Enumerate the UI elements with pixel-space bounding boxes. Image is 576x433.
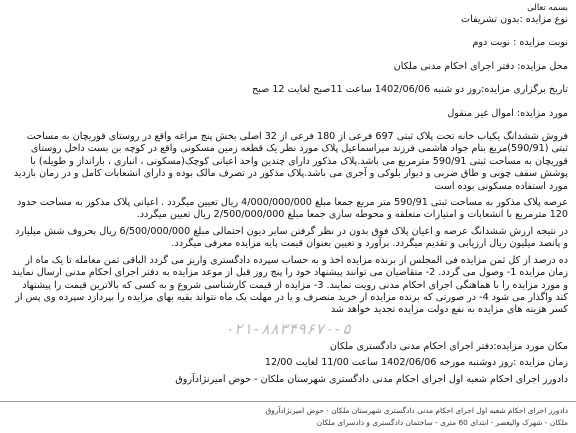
bismillah: بسمه تعالی: [527, 3, 568, 13]
property-description: فروش ششدانگ یکباب خانه تحت پلاک ثبتی 697 فرعی از 180 فرعی از 32 اصلی بخش پنج مراغه واقع در روستای قوریچان به مساحت ثبتی (590/91)مربع بنام جواد هاشمی فرزند میراسماعیل پلاک مورد نظر یک قطعه زمین مسکونی واقع در کوچه بن بست داخل روستای قوریچان به مساحت ثبتی 590/91 مترمربع می باشد.پلاک مذکور دارای چندین واحد اعیانی کوچک(مسکونی ، انباری ، بارانداز و طویله) با پوشش سقف چوبی و طاق ضربی و دیوار بلوکی و آجری می باشد.پلاک مذکور در تصرف مالک بوده و دارای انشعابات کامل و در زمان بازدید مورد استفاده مسکونی بوده است: [13, 131, 568, 192]
auction-conditions: ده درصد از کل ثمن مزایده فی المجلس از برنده مزایده اخذ و به حساب سپرده دادگستری واریز می گردد الباقی ثمن معامله تا یک ماه از زمان مزایده 1- وصول می گردد. 2- متقاضیان می توانند پیشنهاد خود را پنج روز قبل از موعد مزایده به دفتر اجرای احکام مدنی ارسال نمایند و مورد مزایده را با هماهنگی اجرای احکام مدنی رویت نمایند. 3- مزایده از قیمت کارشناسی شروع و به کسی که بالاترین قیمت را پیشنهاد کند واگذار می شود 4- در صورتی که برنده مزایده از خرید منصرف و یا در مهلت یک ماه نتواند بقیه بهای مزایده را بپردازد سپرده وی پس از کسر هزینه های مزایده به نفع دولت مزایده تجدید خواهد شد: [11, 254, 568, 316]
page-footer: [0, 401, 576, 433]
property-valuation: عرصه پلاک مذکور به مساحت ثبتی 590/91 متر مربع جمعا مبلغ 4/000/000/000 ریال تعیین میگردد . اعیانی پلاک مذکور به مساحت حدود 120 مترمربع با انشعابات و امتیازات متعلقه و محوطه سازی جمعا مبلغ 2/500/000/000 ریال تعیین میگردد.: [17, 197, 568, 221]
auction-type: نوع مزایده :بدون تشریفات: [461, 14, 568, 25]
auction-date: تاریخ برگزاری مزایده:روز دو شنبه 1402/06/06 ساعت 11صبح لغایت 12 صبح: [252, 84, 568, 96]
signature-line: دادورز اجرای احکام شعبه اول اجرای احکام مدنی دادگستری شهرستان ملکان - حوض امیرنژادآروق: [175, 373, 568, 385]
auction-subject: مورد مزایده: اموال غیر منقول: [447, 107, 568, 119]
auction-round: نوبت مزایده : نوبت دوم: [472, 37, 568, 49]
auction-location: محل مزایده: دفتر اجرای احکام مدنی ملکان: [393, 60, 568, 72]
property-total-value: در نتیجه ارزش ششدانگ عرصه و اعیان پلاک فوق بدون در نظر گرفتن سایر دیون احتمالی مبلغ 6/500/000/000 ریال بحروف شش میلیارد و پانصد میلیون ریال ارزیابی و تقدیم میگردد. برآورد و تعیین بعنوان قیمت پایه مزایده معرفی میگردد.: [15, 225, 568, 250]
phone-watermark: ۰۲۱-۸۸۳۴۹۶۷۰-۵: [224, 319, 352, 338]
footer-address: ملکان - شهرک والیعصر - ابتدای 60 متری - ساختمان دادگستری و دادسرای ملکان: [316, 418, 568, 427]
footer-signature: دادورز اجرای احکام شعبه اول اجرای احکام مدنی دادگستری شهرستان ملکان - حوض امیرنژادآروق: [265, 406, 568, 415]
auction-time-line: زمان مزایده :روز دوشنبه مورخه 1402/06/06 ساعت 11/00 لغایت 12/00: [264, 357, 568, 369]
auction-place-line: مکان مورد مزایده:دفتر اجرای احکام مدنی دادگستری ملکان: [329, 340, 568, 352]
